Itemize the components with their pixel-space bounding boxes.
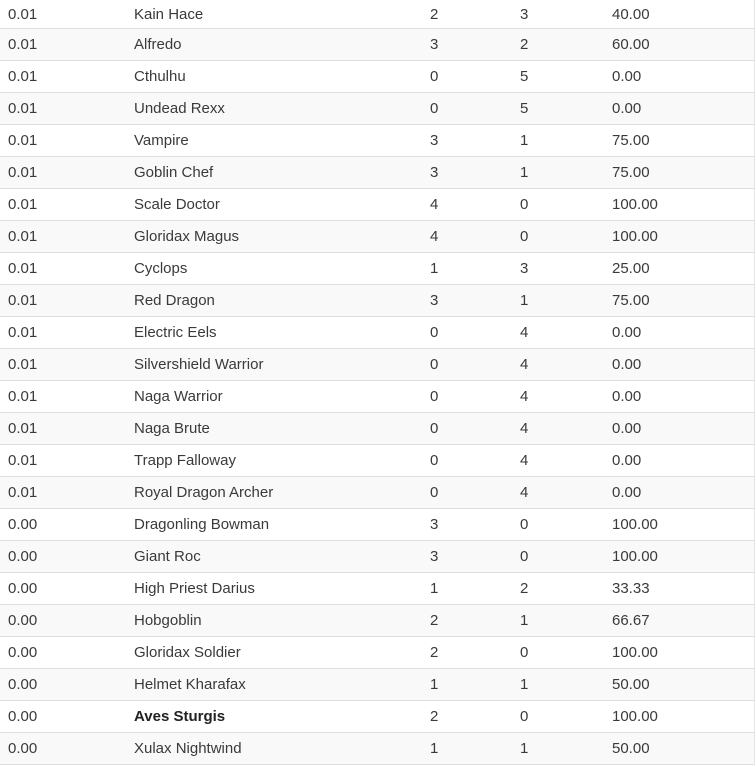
name-cell: Cyclops: [134, 260, 188, 277]
name-cell: Aves Sturgis: [134, 708, 226, 725]
rate-cell: 0.01: [8, 5, 38, 23]
wins-cell: 0: [430, 388, 439, 405]
losses-cell: 0: [520, 196, 529, 213]
table-row: [0, 253, 754, 285]
rate-cell: 0.01: [8, 452, 38, 469]
rate-cell: 0.01: [8, 356, 38, 373]
rate-cell: 0.01: [8, 132, 38, 149]
wins-cell: 4: [430, 228, 439, 245]
table-row: [0, 285, 754, 317]
wins-cell: 1: [430, 580, 439, 597]
losses-cell: 1: [520, 132, 529, 149]
percent-cell: 0.00: [612, 484, 642, 501]
wins-cell: 3: [430, 548, 439, 565]
rate-cell: 0.01: [8, 196, 38, 213]
table-row: [0, 189, 754, 221]
losses-cell: 2: [520, 580, 529, 597]
wins-cell: 3: [430, 292, 439, 309]
table-row: [0, 125, 754, 157]
rate-cell: 0.00: [8, 612, 38, 629]
wins-cell: 1: [430, 260, 439, 277]
table-row: [0, 637, 754, 669]
wins-cell: 3: [430, 516, 439, 533]
table-row: [0, 701, 754, 733]
losses-cell: 3: [520, 5, 529, 23]
losses-cell: 0: [520, 548, 529, 565]
losses-cell: 1: [520, 740, 529, 757]
table-row: [0, 733, 754, 765]
losses-cell: 1: [520, 612, 529, 629]
name-cell: Giant Roc: [134, 548, 201, 565]
percent-cell: 50.00: [612, 740, 650, 757]
percent-cell: 60.00: [612, 36, 650, 53]
wins-cell: 0: [430, 324, 439, 341]
table-row: [0, 381, 754, 413]
rate-cell: 0.00: [8, 676, 38, 693]
table-row: [0, 541, 754, 573]
losses-cell: 2: [520, 36, 529, 53]
name-cell: Gloridax Soldier: [134, 644, 241, 661]
losses-cell: 5: [520, 100, 529, 117]
wins-cell: 0: [430, 356, 439, 373]
wins-cell: 0: [430, 68, 439, 85]
losses-cell: 4: [520, 356, 529, 373]
name-cell: Naga Warrior: [134, 388, 223, 405]
losses-cell: 3: [520, 260, 529, 277]
wins-cell: 4: [430, 196, 439, 213]
table-row: [0, 669, 754, 701]
wins-cell: 2: [430, 708, 439, 725]
name-cell: Alfredo: [134, 36, 182, 53]
percent-cell: 100.00: [612, 196, 658, 213]
wins-cell: 1: [430, 676, 439, 693]
wins-cell: 3: [430, 164, 439, 181]
table-row: [0, 0, 754, 29]
table-row: [0, 445, 754, 477]
wins-cell: 1: [430, 740, 439, 757]
table-row: [0, 605, 754, 637]
losses-cell: 4: [520, 452, 529, 469]
losses-cell: 0: [520, 644, 529, 661]
rate-cell: 0.00: [8, 708, 38, 725]
table-row: [0, 221, 754, 253]
losses-cell: 0: [520, 516, 529, 533]
rate-cell: 0.01: [8, 292, 38, 309]
name-cell: Cthulhu: [134, 68, 186, 85]
wins-cell: 2: [430, 612, 439, 629]
rate-cell: 0.00: [8, 516, 38, 533]
rate-cell: 0.01: [8, 68, 38, 85]
name-cell: Trapp Falloway: [134, 452, 236, 469]
name-cell: Kain Hace: [134, 5, 204, 23]
table-row: [0, 29, 754, 61]
losses-cell: 4: [520, 324, 529, 341]
table-row: [0, 573, 754, 605]
losses-cell: 1: [520, 164, 529, 181]
name-cell: Scale Doctor: [134, 196, 220, 213]
percent-cell: 75.00: [612, 132, 650, 149]
percent-cell: 33.33: [612, 580, 650, 597]
name-cell: Hobgoblin: [134, 612, 202, 629]
rate-cell: 0.01: [8, 260, 38, 277]
table-row: [0, 93, 754, 125]
rate-cell: 0.00: [8, 580, 38, 597]
rate-cell: 0.00: [8, 548, 38, 565]
name-cell: Red Dragon: [134, 292, 215, 309]
wins-cell: 0: [430, 420, 439, 437]
rate-cell: 0.01: [8, 36, 38, 53]
table-row: [0, 413, 754, 445]
wins-cell: 0: [430, 100, 439, 117]
percent-cell: 50.00: [612, 676, 650, 693]
rate-cell: 0.01: [8, 228, 38, 245]
name-cell: Undead Rexx: [134, 100, 225, 117]
percent-cell: 0.00: [612, 356, 642, 373]
table-row: [0, 477, 754, 509]
percent-cell: 66.67: [612, 612, 650, 629]
name-cell: Goblin Chef: [134, 164, 214, 181]
percent-cell: 40.00: [612, 5, 650, 23]
name-cell: Electric Eels: [134, 324, 217, 341]
table-row: [0, 157, 754, 189]
rate-cell: 0.01: [8, 164, 38, 181]
percent-cell: 100.00: [612, 708, 658, 725]
wins-cell: 2: [430, 5, 439, 23]
rate-cell: 0.01: [8, 100, 38, 117]
wins-cell: 0: [430, 484, 439, 501]
losses-cell: 4: [520, 484, 529, 501]
name-cell: Silvershield Warrior: [134, 356, 264, 373]
rate-cell: 0.01: [8, 388, 38, 405]
table-row: [0, 349, 754, 381]
percent-cell: 25.00: [612, 260, 650, 277]
name-cell: Naga Brute: [134, 420, 210, 437]
wins-cell: 3: [430, 132, 439, 149]
percent-cell: 100.00: [612, 228, 658, 245]
rate-cell: 0.00: [8, 740, 38, 757]
losses-cell: 5: [520, 68, 529, 85]
name-cell: Xulax Nightwind: [134, 740, 242, 757]
percent-cell: 75.00: [612, 164, 650, 181]
losses-cell: 0: [520, 708, 529, 725]
losses-cell: 0: [520, 228, 529, 245]
percent-cell: 75.00: [612, 292, 650, 309]
percent-cell: 0.00: [612, 388, 642, 405]
name-cell: Dragonling Bowman: [134, 516, 270, 533]
percent-cell: 100.00: [612, 516, 658, 533]
name-cell: High Priest Darius: [134, 580, 255, 597]
percent-cell: 100.00: [612, 644, 658, 661]
table-row: [0, 317, 754, 349]
losses-cell: 1: [520, 676, 529, 693]
wins-cell: 2: [430, 644, 439, 661]
rate-cell: 0.00: [8, 644, 38, 661]
rate-cell: 0.01: [8, 484, 38, 501]
percent-cell: 0.00: [612, 452, 642, 469]
percent-cell: 0.00: [612, 68, 642, 85]
rate-cell: 0.01: [8, 420, 38, 437]
name-cell: Gloridax Magus: [134, 228, 240, 245]
percent-cell: 0.00: [612, 100, 642, 117]
losses-cell: 4: [520, 420, 529, 437]
rate-cell: 0.01: [8, 324, 38, 341]
wins-cell: 3: [430, 36, 439, 53]
name-cell: Royal Dragon Archer: [134, 484, 274, 501]
percent-cell: 0.00: [612, 324, 642, 341]
losses-cell: 4: [520, 388, 529, 405]
losses-cell: 1: [520, 292, 529, 309]
table-row: [0, 61, 754, 93]
table-row: [0, 509, 754, 541]
name-cell: Vampire: [134, 132, 189, 149]
percent-cell: 0.00: [612, 420, 642, 437]
wins-cell: 0: [430, 452, 439, 469]
percent-cell: 100.00: [612, 548, 658, 565]
name-cell: Helmet Kharafax: [134, 676, 246, 693]
